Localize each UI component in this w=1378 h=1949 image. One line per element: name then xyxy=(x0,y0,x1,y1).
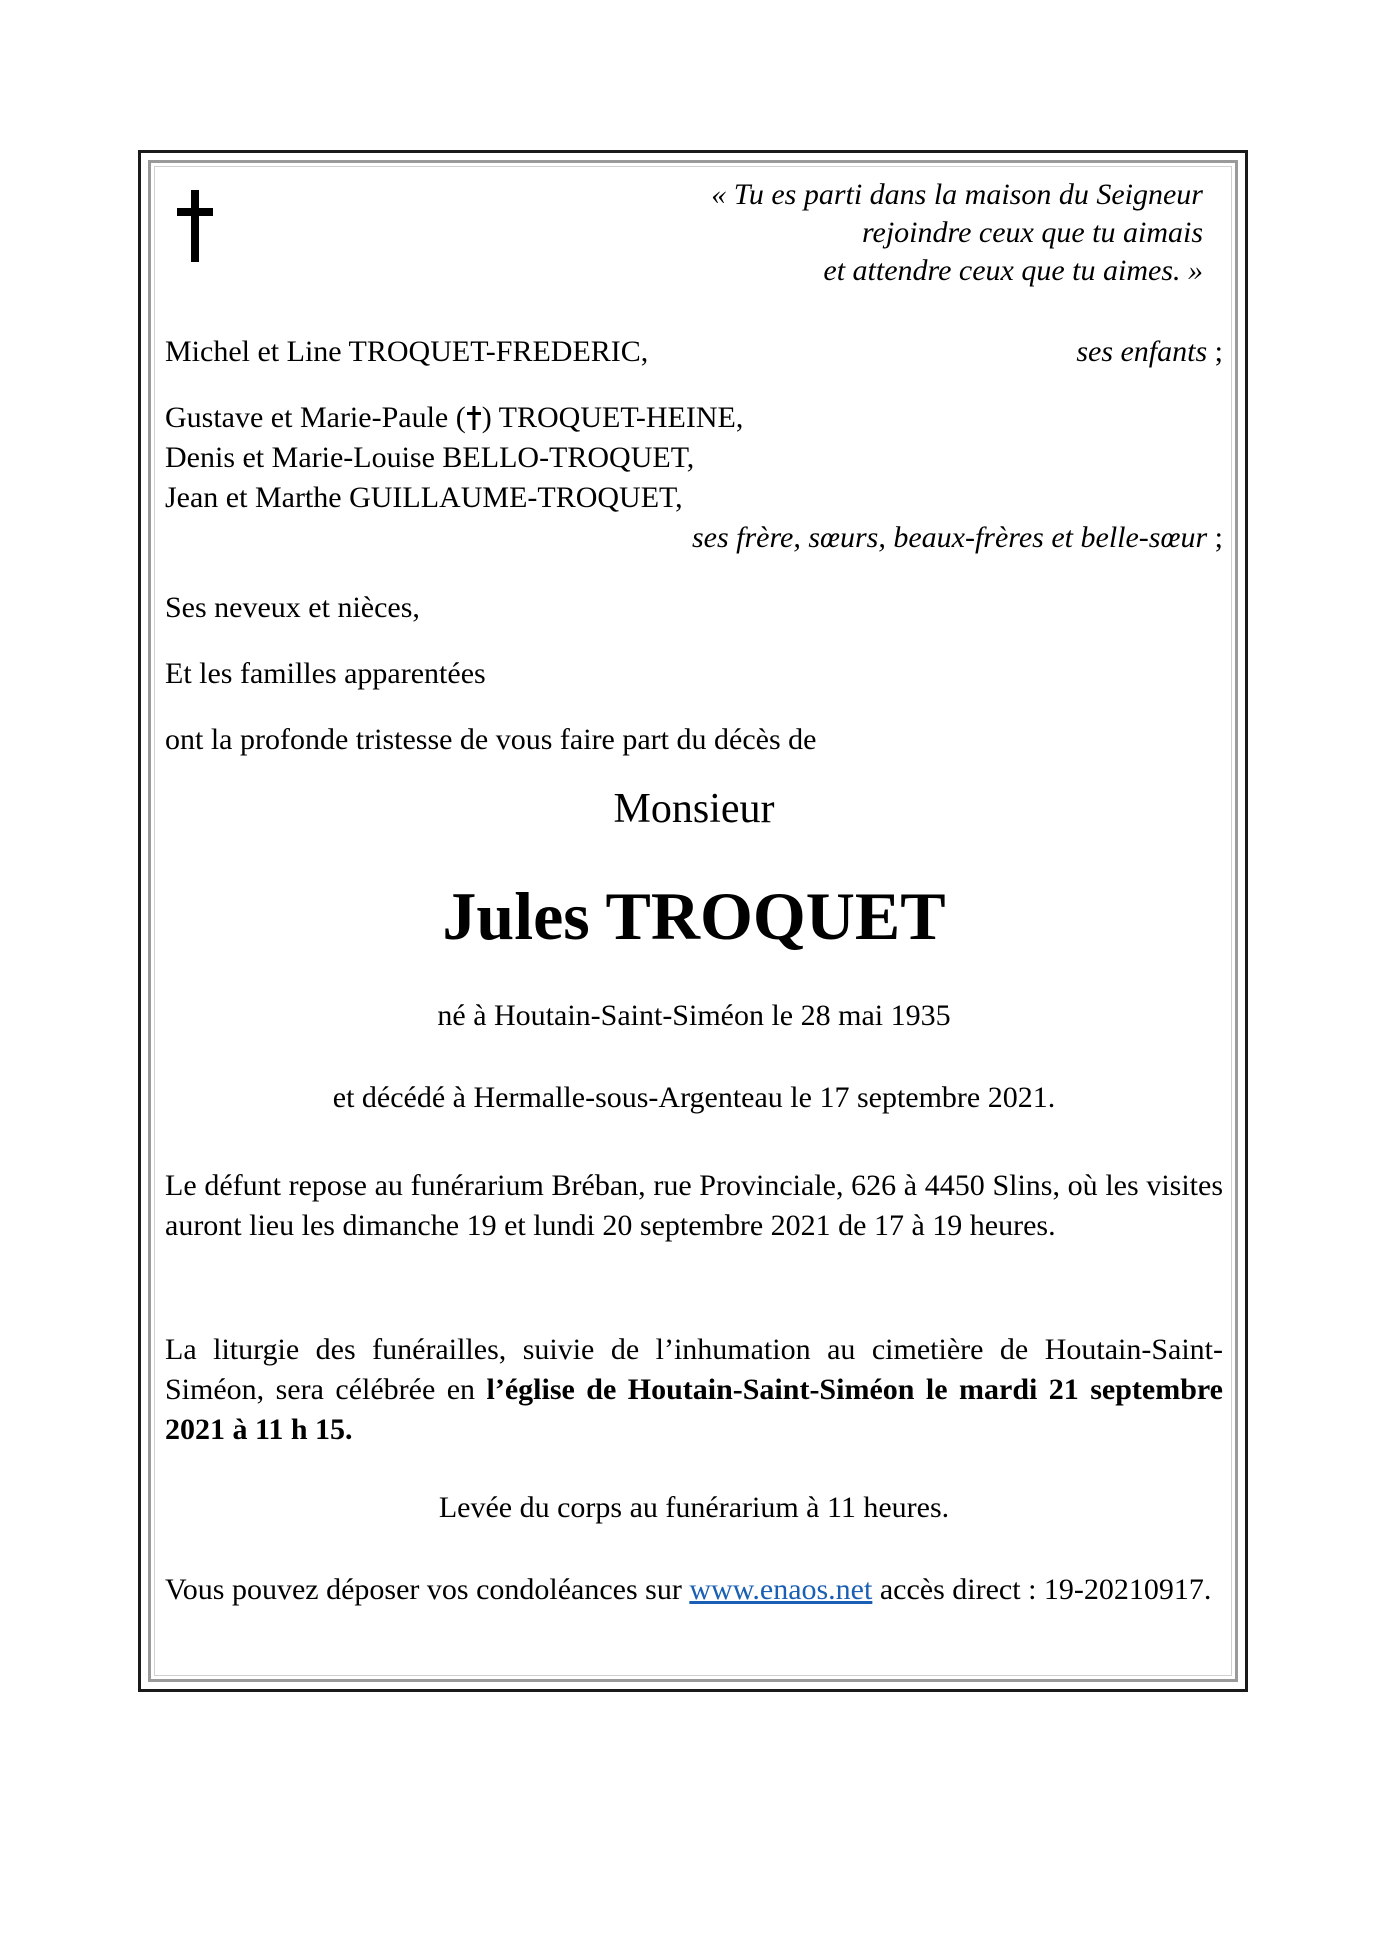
small-cross-icon xyxy=(466,406,482,430)
families-line: Et les familles apparentées xyxy=(165,657,486,690)
visits-paragraph: Le défunt repose au funérarium Bréban, rue Provinciale, 626 à 4450 Slins, où les visites auront lieu les dimanche 19 et lundi 20 septembre 2021 de 17 à 19 heures. xyxy=(165,1169,1223,1242)
quote-line-2: rejoindre ceux que tu aimais xyxy=(861,216,1203,249)
condolences-after: accès direct : 19-20210917. xyxy=(872,1573,1212,1606)
children-relation: ses enfants xyxy=(1076,335,1208,368)
sibling-line-1 xyxy=(165,398,1223,438)
sibling-line-1-b: ) TROQUET-HEINE, xyxy=(481,401,744,434)
nephews-line: Ses neveux et nièces, xyxy=(165,591,420,624)
siblings-punct: ; xyxy=(1207,521,1223,554)
cross-icon xyxy=(175,190,215,262)
condolences-link[interactable]: www.enaos.net xyxy=(689,1573,873,1606)
deceased-name: Jules TROQUET xyxy=(442,878,946,954)
birth-line: né à Houtain-Saint-Siméon le 28 mai 1935 xyxy=(437,999,951,1032)
siblings-relation-line xyxy=(165,518,1223,558)
death-line: et décédé à Hermalle-sous-Argenteau le 17 septembre 2021. xyxy=(332,1081,1056,1114)
title-monsieur: Monsieur xyxy=(613,786,775,832)
quote-line-3: et attendre ceux que tu aimes. » xyxy=(823,254,1203,287)
sibling-line-1-a: Gustave et Marie-Paule ( xyxy=(165,401,466,434)
children-punct: ; xyxy=(1207,335,1223,368)
condolences-before: Vous pouvez déposer vos condoléances sur xyxy=(165,1573,690,1606)
sibling-line-2: Denis et Marie-Louise BELLO-TROQUET, xyxy=(165,441,695,474)
condolences-paragraph xyxy=(165,1570,1223,1610)
children-names: Michel et Line TROQUET-FREDERIC, xyxy=(165,335,649,368)
quote-line-1: « Tu es parti dans la maison du Seigneur xyxy=(711,178,1203,211)
liturgy-text: La liturgie des funérailles, suivie de l’inhumation au cimetière de Houtain-Saint-Siméon, sera célébrée en xyxy=(165,1333,1223,1406)
levee-line: Levée du corps au funérarium à 11 heures. xyxy=(438,1491,950,1524)
siblings-relation: ses frère, sœurs, beaux-frères et belle-sœur xyxy=(691,521,1208,554)
siblings-block xyxy=(165,398,1223,558)
children-line xyxy=(165,332,1223,372)
announcement-line: ont la profonde tristesse de vous faire part du décès de xyxy=(165,723,817,756)
epigraph-quote xyxy=(711,176,1203,290)
sibling-line-3: Jean et Marthe GUILLAUME-TROQUET, xyxy=(165,481,683,514)
liturgy-paragraph xyxy=(165,1330,1223,1450)
liturgy-bold: l’église de Houtain-Saint-Siméon le mardi 21 septembre 2021 à 11 h 15. xyxy=(165,1373,1223,1446)
